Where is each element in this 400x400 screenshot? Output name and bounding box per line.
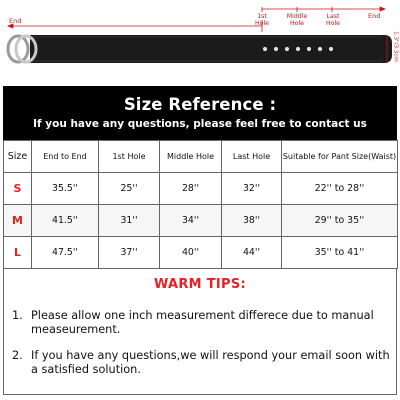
arrow-head-right [380, 7, 385, 11]
last-hole-label [320, 13, 346, 27]
tip-text: Please allow one inch measurement differece due to manual measeurement. [31, 309, 374, 336]
last-hole-cell: 44'' [222, 237, 282, 269]
belt-hole [274, 47, 278, 51]
first-hole-cell: 25'' [99, 173, 160, 205]
middle-hole-cell: 40'' [160, 237, 222, 269]
last-hole-cell: 38'' [222, 205, 282, 237]
header-pant-size: Suitable for Pant Size(Waist) [282, 141, 398, 173]
size-table [3, 140, 398, 269]
middle-hole-label-line1: Middle [286, 13, 308, 20]
header-size: Size [4, 141, 32, 173]
belt-strap [30, 35, 392, 63]
tip-text: If you have any questions,we will respond your email soon with a satisfied solution. [31, 349, 390, 376]
size-reference-title: Size Reference : [123, 95, 277, 114]
last-hole-label-line1: Last [326, 13, 340, 20]
end-to-end-cell: 35.5'' [32, 173, 99, 205]
end-to-end-cell: 47.5'' [32, 237, 99, 269]
table-row [4, 237, 398, 269]
size-reference-header [3, 86, 397, 140]
middle-hole-label-line2: Hole [290, 20, 304, 27]
header-first-hole: 1st Hole [99, 141, 160, 173]
pant-size-cell: 35'' to 41'' [282, 237, 398, 269]
table-header-row [4, 141, 398, 173]
middle-hole-cell: 34'' [160, 205, 222, 237]
first-hole-label [250, 13, 274, 27]
belt-hole [307, 47, 311, 51]
belt-illustration [0, 0, 400, 80]
tip-number: 1. [12, 309, 23, 322]
pant-size-cell: 29'' to 35'' [282, 205, 398, 237]
table-row [4, 173, 398, 205]
last-hole-cell: 32'' [222, 173, 282, 205]
end-to-end-cell: 41.5'' [32, 205, 99, 237]
first-hole-cell: 31'' [99, 205, 160, 237]
first-hole-label-line2: Hole [255, 20, 269, 27]
belt-hole [318, 47, 322, 51]
last-hole-label-line2: Hole [326, 20, 340, 27]
belt-hole [296, 47, 300, 51]
tip-item [12, 349, 392, 376]
size-cell: L [4, 237, 32, 269]
header-middle-hole: Middle Hole [160, 141, 222, 173]
middle-hole-cell: 28'' [160, 173, 222, 205]
middle-hole-label [282, 13, 312, 27]
warm-tips-title: WARM TIPS: [153, 277, 247, 292]
belt-diagram [0, 0, 400, 80]
belt-width-label: 1.3"/3.3cm [392, 31, 399, 62]
belt-hole [263, 47, 267, 51]
first-hole-label-line1: 1st [257, 13, 267, 20]
size-cell: S [4, 173, 32, 205]
header-end-to-end: End to End [32, 141, 99, 173]
size-reference-subtitle: If you have any questions, please feel free to contact us [33, 118, 367, 130]
end-right-label: End [368, 12, 381, 20]
belt-hole [285, 47, 289, 51]
tip-item [12, 309, 392, 336]
tip-number: 2. [12, 349, 23, 362]
warm-tips-box [3, 269, 397, 395]
belt-hole [329, 47, 333, 51]
header-last-hole: Last Hole [222, 141, 282, 173]
table-row [4, 205, 398, 237]
size-cell: M [4, 205, 32, 237]
pant-size-cell: 22'' to 28'' [282, 173, 398, 205]
first-hole-cell: 37'' [99, 237, 160, 269]
end-left-label: End [9, 17, 22, 25]
